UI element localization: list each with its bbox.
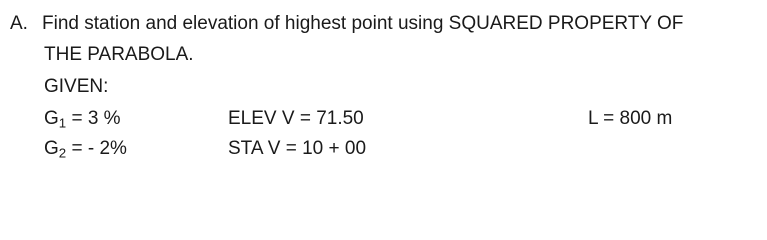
grade-1-value: = 3 %: [66, 108, 121, 129]
problem-letter: A.: [10, 13, 28, 34]
problem-statement-line2: THE PARABOLA.: [44, 44, 194, 65]
curve-length: L = 800 m: [588, 108, 673, 129]
grade-2-subscript: 2: [58, 145, 67, 161]
station-v: STA V = 10 + 00: [228, 138, 367, 159]
elevation-v: ELEV V = 71.50: [228, 108, 364, 129]
grade-2-value: = - 2%: [66, 138, 127, 159]
given-heading: GIVEN:: [44, 76, 109, 97]
grade-1-subscript: 1: [58, 115, 67, 131]
problem-statement-line1: Find station and elevation of highest point using SQUARED PROPERTY OF: [42, 13, 684, 34]
grade-1: [44, 108, 121, 131]
grade-1-symbol: G: [44, 108, 59, 129]
grade-2: [44, 138, 127, 161]
grade-2-symbol: G: [44, 138, 59, 159]
